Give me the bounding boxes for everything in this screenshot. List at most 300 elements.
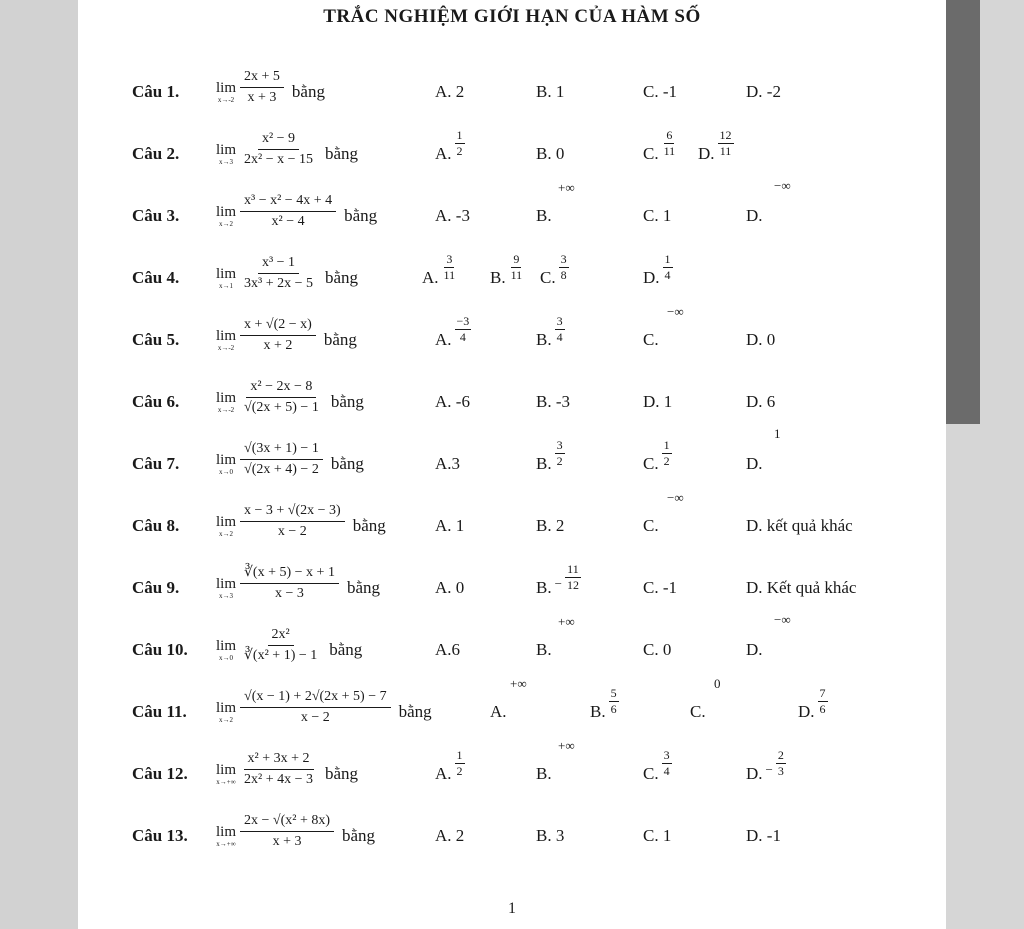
- fraction-denominator: 4: [459, 329, 466, 344]
- option-letter: C.: [643, 144, 659, 163]
- option-value: −∞: [667, 304, 684, 319]
- option-value: 1: [774, 426, 781, 441]
- question-label: Câu 12.: [132, 764, 188, 783]
- option-letter: C. 1: [643, 826, 672, 845]
- limit-operator: [216, 825, 236, 852]
- answer-option-d[interactable]: [746, 640, 763, 660]
- question-label: Câu 2.: [132, 144, 180, 163]
- fraction-numerator: 6: [664, 129, 674, 144]
- page-number: 1: [508, 900, 516, 917]
- answer-option-d[interactable]: [746, 454, 763, 474]
- option-letter: A. 1: [435, 516, 465, 535]
- document-page: [78, 0, 946, 929]
- answer-option-c[interactable]: [643, 516, 659, 536]
- denominator: 3x³ + 2x − 5: [244, 275, 314, 291]
- equals-word: bằng: [346, 578, 380, 597]
- fraction-numerator: 3: [555, 439, 565, 454]
- denominator: x − 2: [300, 709, 330, 725]
- option-letter: A.3: [435, 454, 461, 473]
- question-row: [78, 294, 946, 356]
- equals-word: bằng: [344, 206, 378, 225]
- option-letter: C. 0: [643, 640, 672, 659]
- lim-word: lim: [216, 638, 237, 654]
- limit-operator: [216, 577, 236, 604]
- option-letter: C.: [643, 516, 659, 535]
- limit-expression: [216, 666, 432, 728]
- denominator: √(2x + 5) − 1: [244, 399, 319, 415]
- fraction-numerator: 3: [662, 749, 672, 764]
- equals-word: bằng: [352, 516, 386, 535]
- answer-option-d[interactable]: [746, 826, 781, 846]
- limit-expression: [216, 108, 358, 170]
- fraction-denominator: 4: [556, 329, 563, 344]
- equals-word: bằng: [342, 826, 376, 845]
- denominator: x + 3: [247, 89, 277, 105]
- answer-option-b[interactable]: [536, 640, 552, 660]
- fraction-numerator: 1: [663, 253, 673, 268]
- numerator: x² − 2x − 8: [246, 379, 316, 398]
- option-value: +∞: [558, 614, 575, 629]
- limit-expression: [216, 542, 380, 604]
- fraction-numerator: 9: [511, 253, 521, 268]
- option-fraction: [818, 687, 828, 716]
- option-letter: D.: [746, 206, 763, 225]
- option-letter: A. -6: [435, 392, 470, 411]
- option-fraction: [455, 315, 472, 344]
- answer-option-a[interactable]: [435, 206, 470, 226]
- numerator: x + √(2 − x): [240, 317, 316, 336]
- fraction: [240, 193, 336, 232]
- limit-operator: [216, 701, 236, 728]
- limit-expression: [216, 790, 375, 852]
- fraction-denominator: 3: [777, 763, 784, 778]
- fraction-denominator: 11: [443, 267, 456, 282]
- lim-subscript: x→-2: [217, 96, 235, 104]
- option-letter: D. kết quả khác: [746, 516, 853, 535]
- answer-option-b[interactable]: [536, 82, 564, 102]
- option-letter: A. 0: [435, 578, 465, 597]
- option-letter: D. 0: [746, 330, 776, 349]
- option-letter: B.: [590, 702, 606, 721]
- limit-operator: [216, 515, 236, 542]
- answer-option-c[interactable]: [690, 702, 706, 722]
- answer-option-b[interactable]: [536, 826, 564, 846]
- question-row: [78, 728, 946, 790]
- question-label: Câu 3.: [132, 206, 180, 225]
- fraction: [240, 565, 339, 604]
- option-value: −∞: [774, 178, 791, 193]
- question-label: Câu 6.: [132, 392, 180, 411]
- answer-option-d[interactable]: [746, 578, 856, 598]
- numerator: 2x + 5: [240, 69, 284, 88]
- equals-word: bằng: [323, 330, 357, 349]
- equals-word: bằng: [325, 268, 359, 287]
- option-letter: B. 1: [536, 82, 565, 101]
- option-fraction: [442, 253, 458, 282]
- option-fraction: [555, 315, 565, 344]
- fraction-denominator: 11: [663, 143, 676, 158]
- answer-option-b[interactable]: [536, 437, 565, 474]
- option-value: −∞: [667, 490, 684, 505]
- option-letter: A. -3: [435, 206, 470, 225]
- denominator: x + 3: [272, 833, 302, 849]
- question-label: Câu 7.: [132, 454, 180, 473]
- lim-subscript: x→2: [219, 530, 233, 538]
- option-letter: D.: [698, 144, 715, 163]
- lim-subscript: x→2: [219, 220, 233, 228]
- option-letter: A.: [422, 268, 439, 287]
- question-row: [78, 170, 946, 232]
- limit-expression: [216, 170, 377, 232]
- answer-option-a[interactable]: [422, 251, 457, 288]
- numerator: 2x²: [268, 627, 294, 646]
- question-row: [78, 356, 946, 418]
- option-letter: C.: [643, 330, 659, 349]
- option-letter: D. -1: [746, 826, 781, 845]
- lim-word: lim: [216, 80, 237, 96]
- lim-word: lim: [216, 328, 237, 344]
- answer-option-d[interactable]: [746, 330, 775, 350]
- option-fraction: [559, 253, 569, 282]
- option-letter: A.: [435, 764, 452, 783]
- fraction-numerator: 12: [718, 129, 734, 144]
- numerator: x³ − 1: [258, 255, 299, 274]
- question-row: [78, 604, 946, 666]
- option-letter: C. -1: [643, 82, 677, 101]
- fraction-denominator: 8: [560, 267, 567, 282]
- question-label: Câu 1.: [132, 82, 180, 101]
- option-value: +∞: [558, 738, 575, 753]
- option-fraction: [455, 749, 465, 778]
- answer-option-a[interactable]: [435, 454, 460, 474]
- option-letter: C. -1: [643, 578, 677, 597]
- fraction: [240, 69, 284, 108]
- question-row: [78, 46, 946, 108]
- denominator: √(2x + 4) − 2: [244, 461, 319, 477]
- option-letter: C.: [643, 764, 659, 783]
- lim-subscript: x→3: [219, 158, 233, 166]
- limit-expression: [216, 294, 357, 356]
- fraction-numerator: 1: [455, 129, 465, 144]
- limit-operator: [216, 267, 236, 294]
- question-row: [78, 108, 946, 170]
- option-fraction: [776, 749, 786, 778]
- option-letter: B. 2: [536, 516, 565, 535]
- answer-option-a[interactable]: [435, 313, 471, 350]
- denominator: x² − 4: [271, 213, 305, 229]
- lim-word: lim: [216, 514, 237, 530]
- answer-option-c[interactable]: [643, 392, 672, 412]
- fraction-denominator: 12: [566, 577, 579, 592]
- option-letter: B.: [536, 578, 552, 597]
- denominator: 2x² + 4x − 3: [244, 771, 314, 787]
- numerator: x² + 3x + 2: [244, 751, 314, 770]
- fraction: [240, 379, 323, 418]
- lim-subscript: x→3: [219, 592, 233, 600]
- option-letter: B.: [536, 454, 552, 473]
- question-label: Câu 5.: [132, 330, 180, 349]
- question-row: [78, 232, 946, 294]
- limit-operator: [216, 763, 236, 790]
- option-letter: A. 2: [435, 826, 465, 845]
- option-letter: D. 1: [643, 392, 673, 411]
- fraction: [240, 441, 323, 480]
- denominator: x − 2: [277, 523, 307, 539]
- numerator: ∛(x + 5) − x + 1: [240, 565, 339, 584]
- fraction: [240, 503, 345, 542]
- option-letter: D. -2: [746, 82, 781, 101]
- option-letter: B.: [490, 268, 506, 287]
- option-fraction: [662, 749, 672, 778]
- numerator: x² − 9: [258, 131, 299, 150]
- answer-option-b[interactable]: [536, 144, 564, 164]
- answer-option-c[interactable]: [643, 826, 671, 846]
- equals-word: bằng: [291, 82, 325, 101]
- option-value: +∞: [558, 180, 575, 195]
- answer-option-a[interactable]: [435, 747, 465, 784]
- lim-subscript: x→-2: [217, 344, 235, 352]
- option-value: −∞: [774, 612, 791, 627]
- answer-option-d[interactable]: [698, 127, 734, 164]
- answer-option-a[interactable]: [435, 82, 464, 102]
- fraction-numerator: 3: [559, 253, 569, 268]
- answer-option-c[interactable]: [643, 578, 677, 598]
- fraction: [240, 627, 321, 666]
- fraction: [240, 255, 317, 294]
- answer-option-c[interactable]: [643, 330, 659, 350]
- limit-operator: [216, 639, 236, 666]
- question-row: [78, 666, 946, 728]
- lim-word: lim: [216, 452, 237, 468]
- option-letter: D. 6: [746, 392, 776, 411]
- answer-option-a[interactable]: [435, 127, 465, 164]
- lim-word: lim: [216, 576, 237, 592]
- limit-expression: [216, 728, 358, 790]
- answer-option-b[interactable]: [590, 685, 619, 722]
- answer-option-a[interactable]: [490, 702, 507, 722]
- question-label: Câu 11.: [132, 702, 187, 721]
- option-letter: B.: [536, 640, 552, 659]
- lim-subscript: x→0: [219, 468, 233, 476]
- answer-option-d[interactable]: [746, 82, 781, 102]
- option-letter: D.: [798, 702, 815, 721]
- limit-operator: [216, 143, 236, 170]
- lim-subscript: x→+∞: [216, 840, 236, 848]
- limit-operator: [216, 205, 236, 232]
- fraction-denominator: 2: [456, 143, 463, 158]
- lim-subscript: x→2: [219, 716, 233, 724]
- answer-option-d[interactable]: [746, 516, 853, 536]
- option-fraction: [662, 439, 672, 468]
- equals-word: bằng: [398, 702, 432, 721]
- fraction: [240, 689, 391, 728]
- fraction-denominator: 4: [664, 267, 671, 282]
- lim-word: lim: [216, 700, 237, 716]
- fraction-numerator: 2: [776, 749, 786, 764]
- option-letter: B.: [536, 764, 552, 783]
- answer-option-a[interactable]: [435, 640, 460, 660]
- question-label: Câu 9.: [132, 578, 180, 597]
- lim-subscript: x→+∞: [216, 778, 236, 786]
- option-fraction: [609, 687, 619, 716]
- answer-option-d[interactable]: [643, 251, 673, 288]
- option-fraction: [565, 563, 581, 592]
- option-letter: B. 0: [536, 144, 565, 163]
- answer-option-c[interactable]: [643, 82, 677, 102]
- denominator: x + 2: [263, 337, 293, 353]
- question-label: Câu 4.: [132, 268, 180, 287]
- answer-option-d[interactable]: [746, 392, 775, 412]
- answer-option-c[interactable]: [643, 206, 671, 226]
- fraction-numerator: 11: [565, 563, 581, 578]
- question-row: [78, 790, 946, 852]
- answer-option-d[interactable]: [798, 685, 828, 722]
- question-label: Câu 10.: [132, 640, 188, 659]
- question-row: [78, 418, 946, 480]
- option-fraction: [509, 253, 525, 282]
- answer-option-c[interactable]: [643, 437, 672, 474]
- question-row: [78, 480, 946, 542]
- fraction-numerator: 1: [455, 749, 465, 764]
- fraction-denominator: 4: [663, 763, 670, 778]
- fraction: [240, 131, 317, 170]
- fraction-denominator: 2: [663, 453, 670, 468]
- answer-option-b[interactable]: [536, 392, 570, 412]
- minus-sign: −: [554, 576, 562, 591]
- fraction-denominator: 6: [819, 701, 826, 716]
- answer-option-a[interactable]: [435, 516, 464, 536]
- option-letter: B.: [536, 330, 552, 349]
- equals-word: bằng: [325, 764, 359, 783]
- answer-option-d[interactable]: [746, 747, 786, 784]
- equals-word: bằng: [330, 392, 364, 411]
- option-letter: A.: [435, 144, 452, 163]
- denominator: x − 3: [275, 585, 304, 601]
- lim-word: lim: [216, 142, 237, 158]
- minus-sign: −: [765, 762, 773, 777]
- option-letter: C. 1: [643, 206, 672, 225]
- answer-option-c[interactable]: [643, 640, 671, 660]
- lim-word: lim: [216, 266, 237, 282]
- option-fraction: [455, 129, 465, 158]
- fraction-numerator: 3: [555, 315, 565, 330]
- limit-operator: [216, 81, 236, 108]
- answer-option-b[interactable]: [536, 516, 564, 536]
- answer-option-a[interactable]: [435, 826, 464, 846]
- page-title: TRẮC NGHIỆM GIỚI HẠN CỦA HÀM SỐ: [323, 6, 701, 27]
- question-label: Câu 8.: [132, 516, 180, 535]
- limit-expression: [216, 418, 364, 480]
- option-value: 0: [714, 676, 721, 691]
- option-value: +∞: [510, 676, 527, 691]
- fraction: [240, 751, 317, 790]
- fraction-numerator: 3: [444, 253, 454, 268]
- fraction-denominator: 11: [510, 267, 523, 282]
- option-letter: D.: [643, 268, 660, 287]
- limit-expression: [216, 232, 358, 294]
- option-fraction: [555, 439, 565, 468]
- answer-option-b[interactable]: [536, 764, 552, 784]
- option-letter: B.: [536, 206, 552, 225]
- denominator: ∛(x² + 1) − 1: [244, 647, 318, 663]
- fraction-denominator: 11: [719, 143, 732, 158]
- equals-word: bằng: [329, 640, 363, 659]
- answer-option-b[interactable]: [536, 206, 552, 226]
- option-letter: A. 2: [435, 82, 465, 101]
- numerator: √(x − 1) + 2√(2x + 5) − 7: [240, 689, 391, 708]
- numerator: 2x − √(x² + 8x): [240, 813, 334, 832]
- option-letter: D.: [746, 454, 763, 473]
- option-fraction: [662, 129, 678, 158]
- option-letter: B. -3: [536, 392, 570, 411]
- denominator: 2x² − x − 15: [244, 151, 314, 167]
- numerator: x − 3 + √(2x − 3): [240, 503, 345, 522]
- option-letter: D. Kết quả khác: [746, 578, 857, 597]
- fraction-denominator: 2: [456, 763, 463, 778]
- lim-word: lim: [216, 762, 237, 778]
- answer-option-c[interactable]: [643, 127, 677, 164]
- fraction-denominator: 2: [556, 453, 563, 468]
- limit-expression: [216, 480, 386, 542]
- answer-option-c[interactable]: [540, 251, 569, 288]
- answer-option-b[interactable]: [536, 561, 581, 598]
- limit-expression: [216, 604, 362, 666]
- fraction-numerator: −3: [455, 315, 472, 330]
- option-fraction: [663, 253, 673, 282]
- option-letter: A.: [435, 330, 452, 349]
- limit-expression: [216, 46, 325, 108]
- limit-expression: [216, 356, 364, 418]
- limit-operator: [216, 329, 236, 356]
- option-letter: C.: [690, 702, 706, 721]
- fraction-numerator: 5: [609, 687, 619, 702]
- equals-word: bằng: [330, 454, 364, 473]
- answer-option-d[interactable]: [746, 206, 763, 226]
- question-label: Câu 13.: [132, 826, 188, 845]
- option-letter: B. 3: [536, 826, 565, 845]
- option-letter: A.: [490, 702, 507, 721]
- lim-word: lim: [216, 204, 237, 220]
- lim-subscript: x→-2: [217, 406, 235, 414]
- lim-subscript: x→1: [219, 282, 233, 290]
- option-letter: A.6: [435, 640, 461, 659]
- fraction: [240, 813, 334, 852]
- fraction: [240, 317, 316, 356]
- answer-option-b[interactable]: [490, 251, 524, 288]
- answer-option-b[interactable]: [536, 313, 565, 350]
- numerator: √(3x + 1) − 1: [240, 441, 323, 460]
- fraction-numerator: 7: [818, 687, 828, 702]
- limit-operator: [216, 453, 236, 480]
- equals-word: bằng: [325, 144, 359, 163]
- lim-subscript: x→0: [219, 654, 233, 662]
- fraction-denominator: 6: [610, 701, 617, 716]
- option-letter: C.: [540, 268, 556, 287]
- answer-option-a[interactable]: [435, 578, 464, 598]
- option-letter: D.: [746, 764, 763, 783]
- scrollbar-thumb[interactable]: [944, 0, 980, 424]
- answer-option-c[interactable]: [643, 747, 672, 784]
- fraction-numerator: 1: [662, 439, 672, 454]
- numerator: x³ − x² − 4x + 4: [240, 193, 336, 212]
- lim-word: lim: [216, 824, 237, 840]
- question-row: [78, 542, 946, 604]
- option-letter: C.: [643, 454, 659, 473]
- answer-option-a[interactable]: [435, 392, 470, 412]
- option-letter: D.: [746, 640, 763, 659]
- limit-operator: [216, 391, 236, 418]
- option-fraction: [718, 129, 734, 158]
